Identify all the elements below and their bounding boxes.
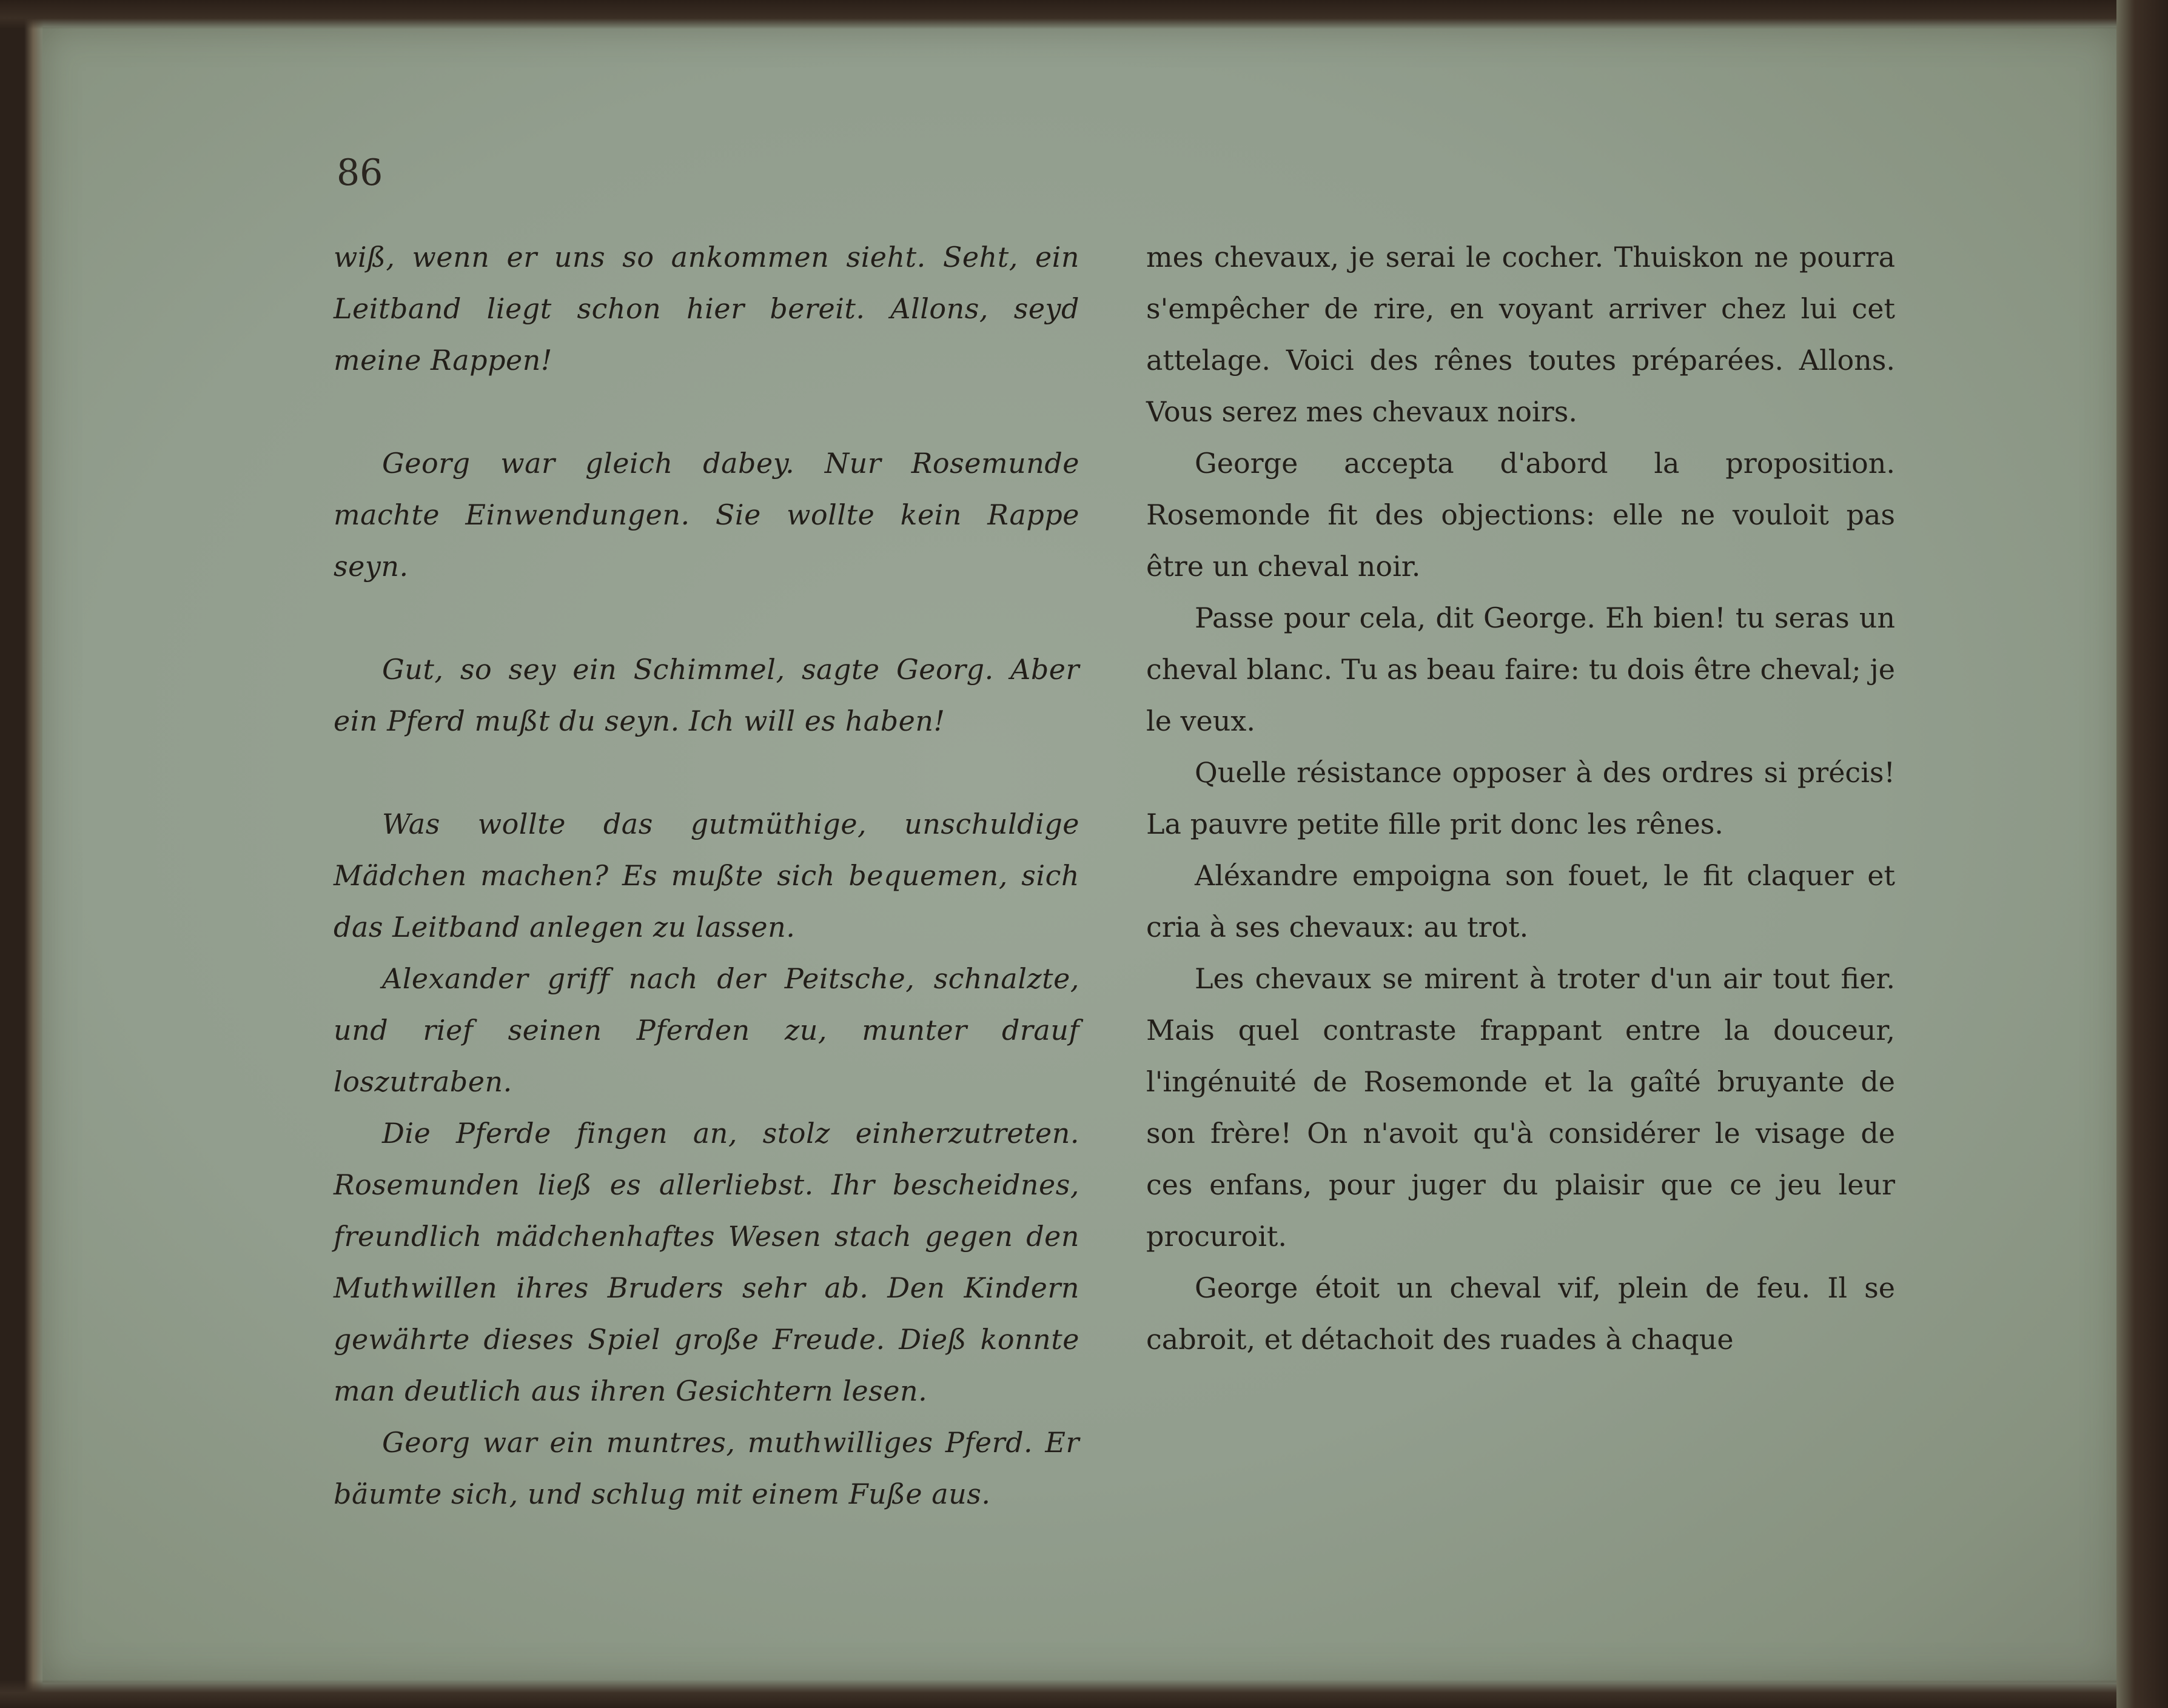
page-number: 86 bbox=[337, 152, 383, 194]
german-paragraph: Georg war ein muntres, muthwilliges Pferd. Er bäumte sich, und schlug mit einem Fuße aus. bbox=[334, 1426, 1079, 1510]
german-paragraph: Georg war gleich dabey. Nur Rosemunde machte Einwendungen. Sie wollte kein Rappe seyn. bbox=[334, 447, 1079, 583]
german-paragraph: Gut, so sey ein Schimmel, sagte Georg. Aber ein Pferd mußt du seyn. Ich will es haben! bbox=[334, 653, 1079, 737]
french-paragraph: George étoit un cheval vif, plein de feu. Il se cabroit, et détachoit des ruades à chaque bbox=[1146, 1271, 1895, 1356]
french-paragraph: Aléxandre empoigna son fouet, le fit claquer et cria à ses chevaux: au trot. bbox=[1146, 859, 1895, 943]
bottom-binding-edge bbox=[0, 1680, 2168, 1708]
french-paragraph: Passe pour cela, dit George. Eh bien! tu seras un cheval blanc. Tu as beau faire: tu dois être cheval; je le veux. bbox=[1146, 601, 1895, 737]
french-column bbox=[1146, 232, 1895, 1365]
french-paragraph: Quelle résistance opposer à des ordres si précis! La pauvre petite fille prit donc les rênes. bbox=[1146, 756, 1895, 840]
german-column bbox=[334, 232, 1079, 1520]
french-paragraph: Les chevaux se mirent à troter d'un air tout fier. Mais quel contraste frappant entre la douceur, l'ingénuité de Rosemonde et la gaîté bruyante de son frère! On n'avoit qu'à considérer le visage de ces enfans, pour juger du plaisir que ce jeu leur procuroit. bbox=[1146, 962, 1895, 1253]
german-paragraph: Die Pferde fingen an, stolz einherzutreten. Rosemunden ließ es allerliebst. Ihr bescheidnes, freundlich mädchenhaftes Wesen stach gegen den Muthwillen ihres Bruders sehr ab. Den Kindern gewährte dieses Spiel große Freude. Dieß konnte man deutlich aus ihren Gesichtern lesen. bbox=[334, 1117, 1079, 1407]
french-paragraph: mes chevaux, je serai le cocher. Thuiskon ne pourra s'empêcher de rire, en voyant arriver chez lui cet attelage. Voici des rênes toutes préparées. Allons. Vous serez mes chevaux noirs. bbox=[1146, 241, 1895, 428]
right-page-edge bbox=[2116, 0, 2168, 1708]
german-paragraph: wiß, wenn er uns so ankommen sieht. Seht, ein Leitband liegt schon hier bereit. Allons, seyd meine Rappen! bbox=[334, 241, 1079, 377]
german-paragraph: Was wollte das gutmüthige, unschuldige Mädchen machen? Es mußte sich bequemen, sich das Leitband anlegen zu lassen. bbox=[334, 808, 1079, 943]
german-paragraph: Alexander griff nach der Peitsche, schnalzte, und rief seinen Pferden zu, munter drauf loszutraben. bbox=[334, 962, 1079, 1098]
french-paragraph: George accepta d'abord la proposition. Rosemonde fit des objections: elle ne vouloit pas être un cheval noir. bbox=[1146, 447, 1895, 583]
top-binding-edge bbox=[0, 0, 2168, 29]
